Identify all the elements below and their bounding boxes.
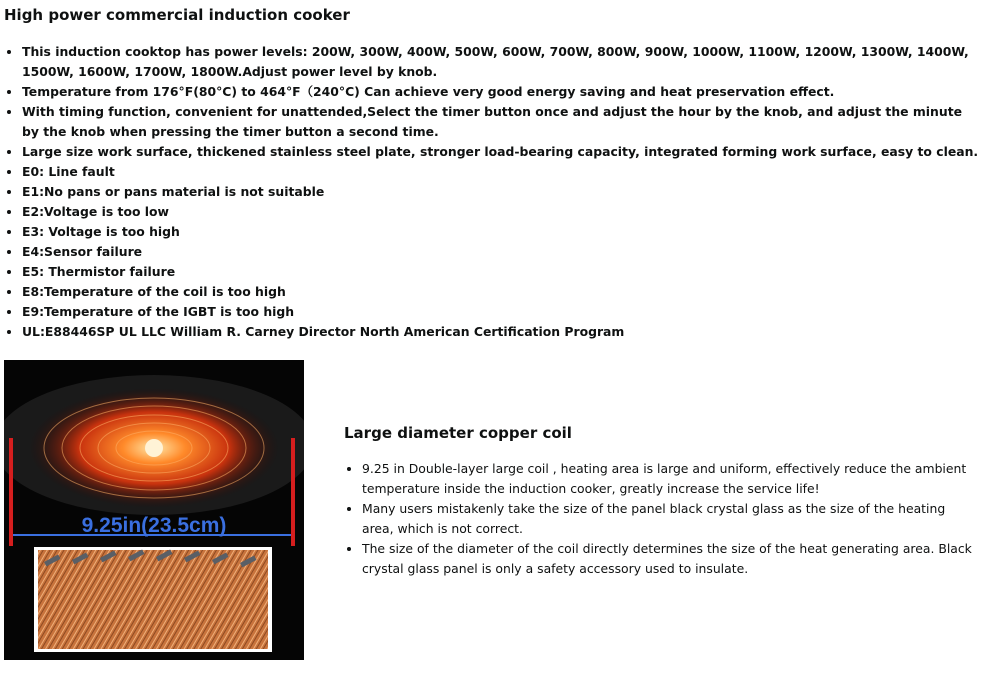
feature-item: • E1:No pans or pans material is not suitable	[22, 182, 979, 202]
feature-item: • With timing function, convenient for unattended,Select the timer button once and adjust the hour by the knob, and adjust the minute by the knob when pressing the timer button a second time.	[22, 102, 979, 142]
feature-item: • E3: Voltage is too high	[22, 222, 979, 242]
feature-list	[4, 42, 979, 342]
feature-item: • This induction cooktop has power levels: 200W, 300W, 400W, 500W, 600W, 700W, 800W, 900W, 1000W, 1100W, 1200W, 1300W, 1400W, 1500W, 1600W, 1700W, 1800W.Adjust power level by knob.	[22, 42, 979, 82]
coil-bullet: • 9.25 in Double-layer large coil , heating area is large and uniform, effectively reduce the ambient temperature inside the induction cooker, greatly increase the service life!	[362, 459, 980, 499]
coil-bullet: • Many users mistakenly take the size of the panel black crystal glass as the size of the heating area, which is not correct.	[362, 499, 980, 539]
feature-item: • E9:Temperature of the IGBT is too high	[22, 302, 979, 322]
feature-item: • E2:Voltage is too low	[22, 202, 979, 222]
measure-right-bar	[291, 438, 295, 546]
coil-size-caption: 9.25in(23.5cm)	[81, 514, 227, 537]
coil-bullet-list	[344, 459, 980, 579]
feature-item: • E5: Thermistor failure	[22, 262, 979, 282]
product-title: High power commercial induction cooker	[4, 6, 350, 24]
feature-item: • E0: Line fault	[22, 162, 979, 182]
coil-illustration	[4, 360, 304, 660]
feature-item: • Temperature from 176°F(80°C) to 464°F（240°C) Can achieve very good energy saving and heat preservation effect.	[22, 82, 979, 102]
feature-item: • E4:Sensor failure	[22, 242, 979, 262]
coil-product-image	[4, 360, 304, 660]
coil-bullet: • The size of the diameter of the coil directly determines the size of the heat generating area. Black crystal glass panel is only a safety accessory used to insulate.	[362, 539, 980, 579]
feature-item: • E8:Temperature of the coil is too high	[22, 282, 979, 302]
measure-left-bar	[9, 438, 13, 546]
coil-section-title: Large diameter copper coil	[344, 424, 572, 442]
feature-item: • Large size work surface, thickened stainless steel plate, stronger load-bearing capacity, integrated forming work surface, easy to clean.	[22, 142, 979, 162]
feature-item: • UL:E88446SP UL LLC William R. Carney Director North American Certification Program	[22, 322, 979, 342]
